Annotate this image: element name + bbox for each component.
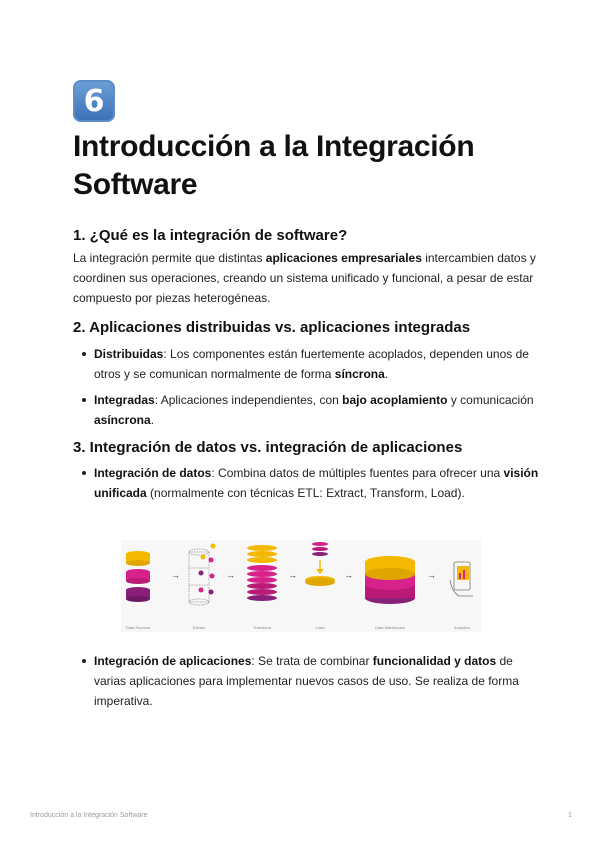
section-2-heading: 2. Aplicaciones distribuidas vs. aplicaciones integradas bbox=[73, 319, 471, 336]
page-number: 1 bbox=[568, 812, 572, 819]
label-data-warehouse: Data Warehouse bbox=[375, 625, 405, 630]
label-load: Load bbox=[315, 625, 325, 630]
arrow-2: → bbox=[226, 570, 235, 580]
arrow-5: → bbox=[427, 570, 436, 580]
section-3-list-a bbox=[73, 463, 543, 503]
section-3-heading: 3. Integración de datos vs. integración de aplicaciones bbox=[73, 439, 463, 456]
section-2-list bbox=[73, 344, 543, 430]
etl-diagram bbox=[121, 540, 481, 632]
list-item-integracion-aplicaciones: Integración de aplicaciones: Se trata de combinar funcionalidad y datos de varias aplicaciones para implementar nuevos casos de uso. Se realiza de forma imperativa. bbox=[73, 651, 543, 711]
etl-diagram-svg bbox=[121, 540, 481, 632]
list-item-integradas: Integradas: Aplicaciones independientes, con bajo acoplamiento y comunicación asíncrona. bbox=[73, 390, 543, 430]
list-item-integracion-datos: Integración de datos: Combina datos de múltiples fuentes para ofrecer una visión unificada (normalmente con técnicas ETL: Extract, Transform, Load). bbox=[73, 463, 543, 503]
list-item-distribuidas: Distribuidas: Los componentes están fuertemente acoplados, dependen unos de otros y se comunican normalmente de forma síncrona. bbox=[73, 344, 543, 384]
transform-icon bbox=[247, 545, 277, 601]
arrow-1: → bbox=[171, 570, 180, 580]
data-warehouse-icon bbox=[365, 556, 415, 604]
section-1-heading: 1. ¿Qué es la integración de software? bbox=[73, 227, 348, 244]
number-six-emoji-icon: 6 bbox=[73, 80, 115, 122]
label-extract: Extract bbox=[192, 625, 206, 630]
footer-text: Introducción a la Integración Software bbox=[30, 812, 148, 819]
analytics-icon bbox=[450, 562, 473, 596]
label-transform: Transform bbox=[252, 625, 272, 630]
label-data-sources: Data Sources bbox=[125, 625, 151, 630]
page-title: Introducción a la Integración Software bbox=[73, 130, 475, 201]
label-analytics: Analytics bbox=[453, 625, 471, 630]
section-1-paragraph: La integración permite que distintas aplicaciones empresariales intercambien datos y coordinen sus operaciones, creando un sistema unificado y funcional, a pesar de estar compuesto por piezas heterogéneas. bbox=[73, 251, 536, 305]
section-3-list-b bbox=[73, 651, 543, 711]
data-sources-icon bbox=[126, 551, 150, 602]
extract-icon bbox=[189, 549, 209, 605]
load-icon bbox=[305, 542, 335, 586]
arrow-3: → bbox=[288, 570, 297, 580]
arrow-4: → bbox=[344, 570, 353, 580]
